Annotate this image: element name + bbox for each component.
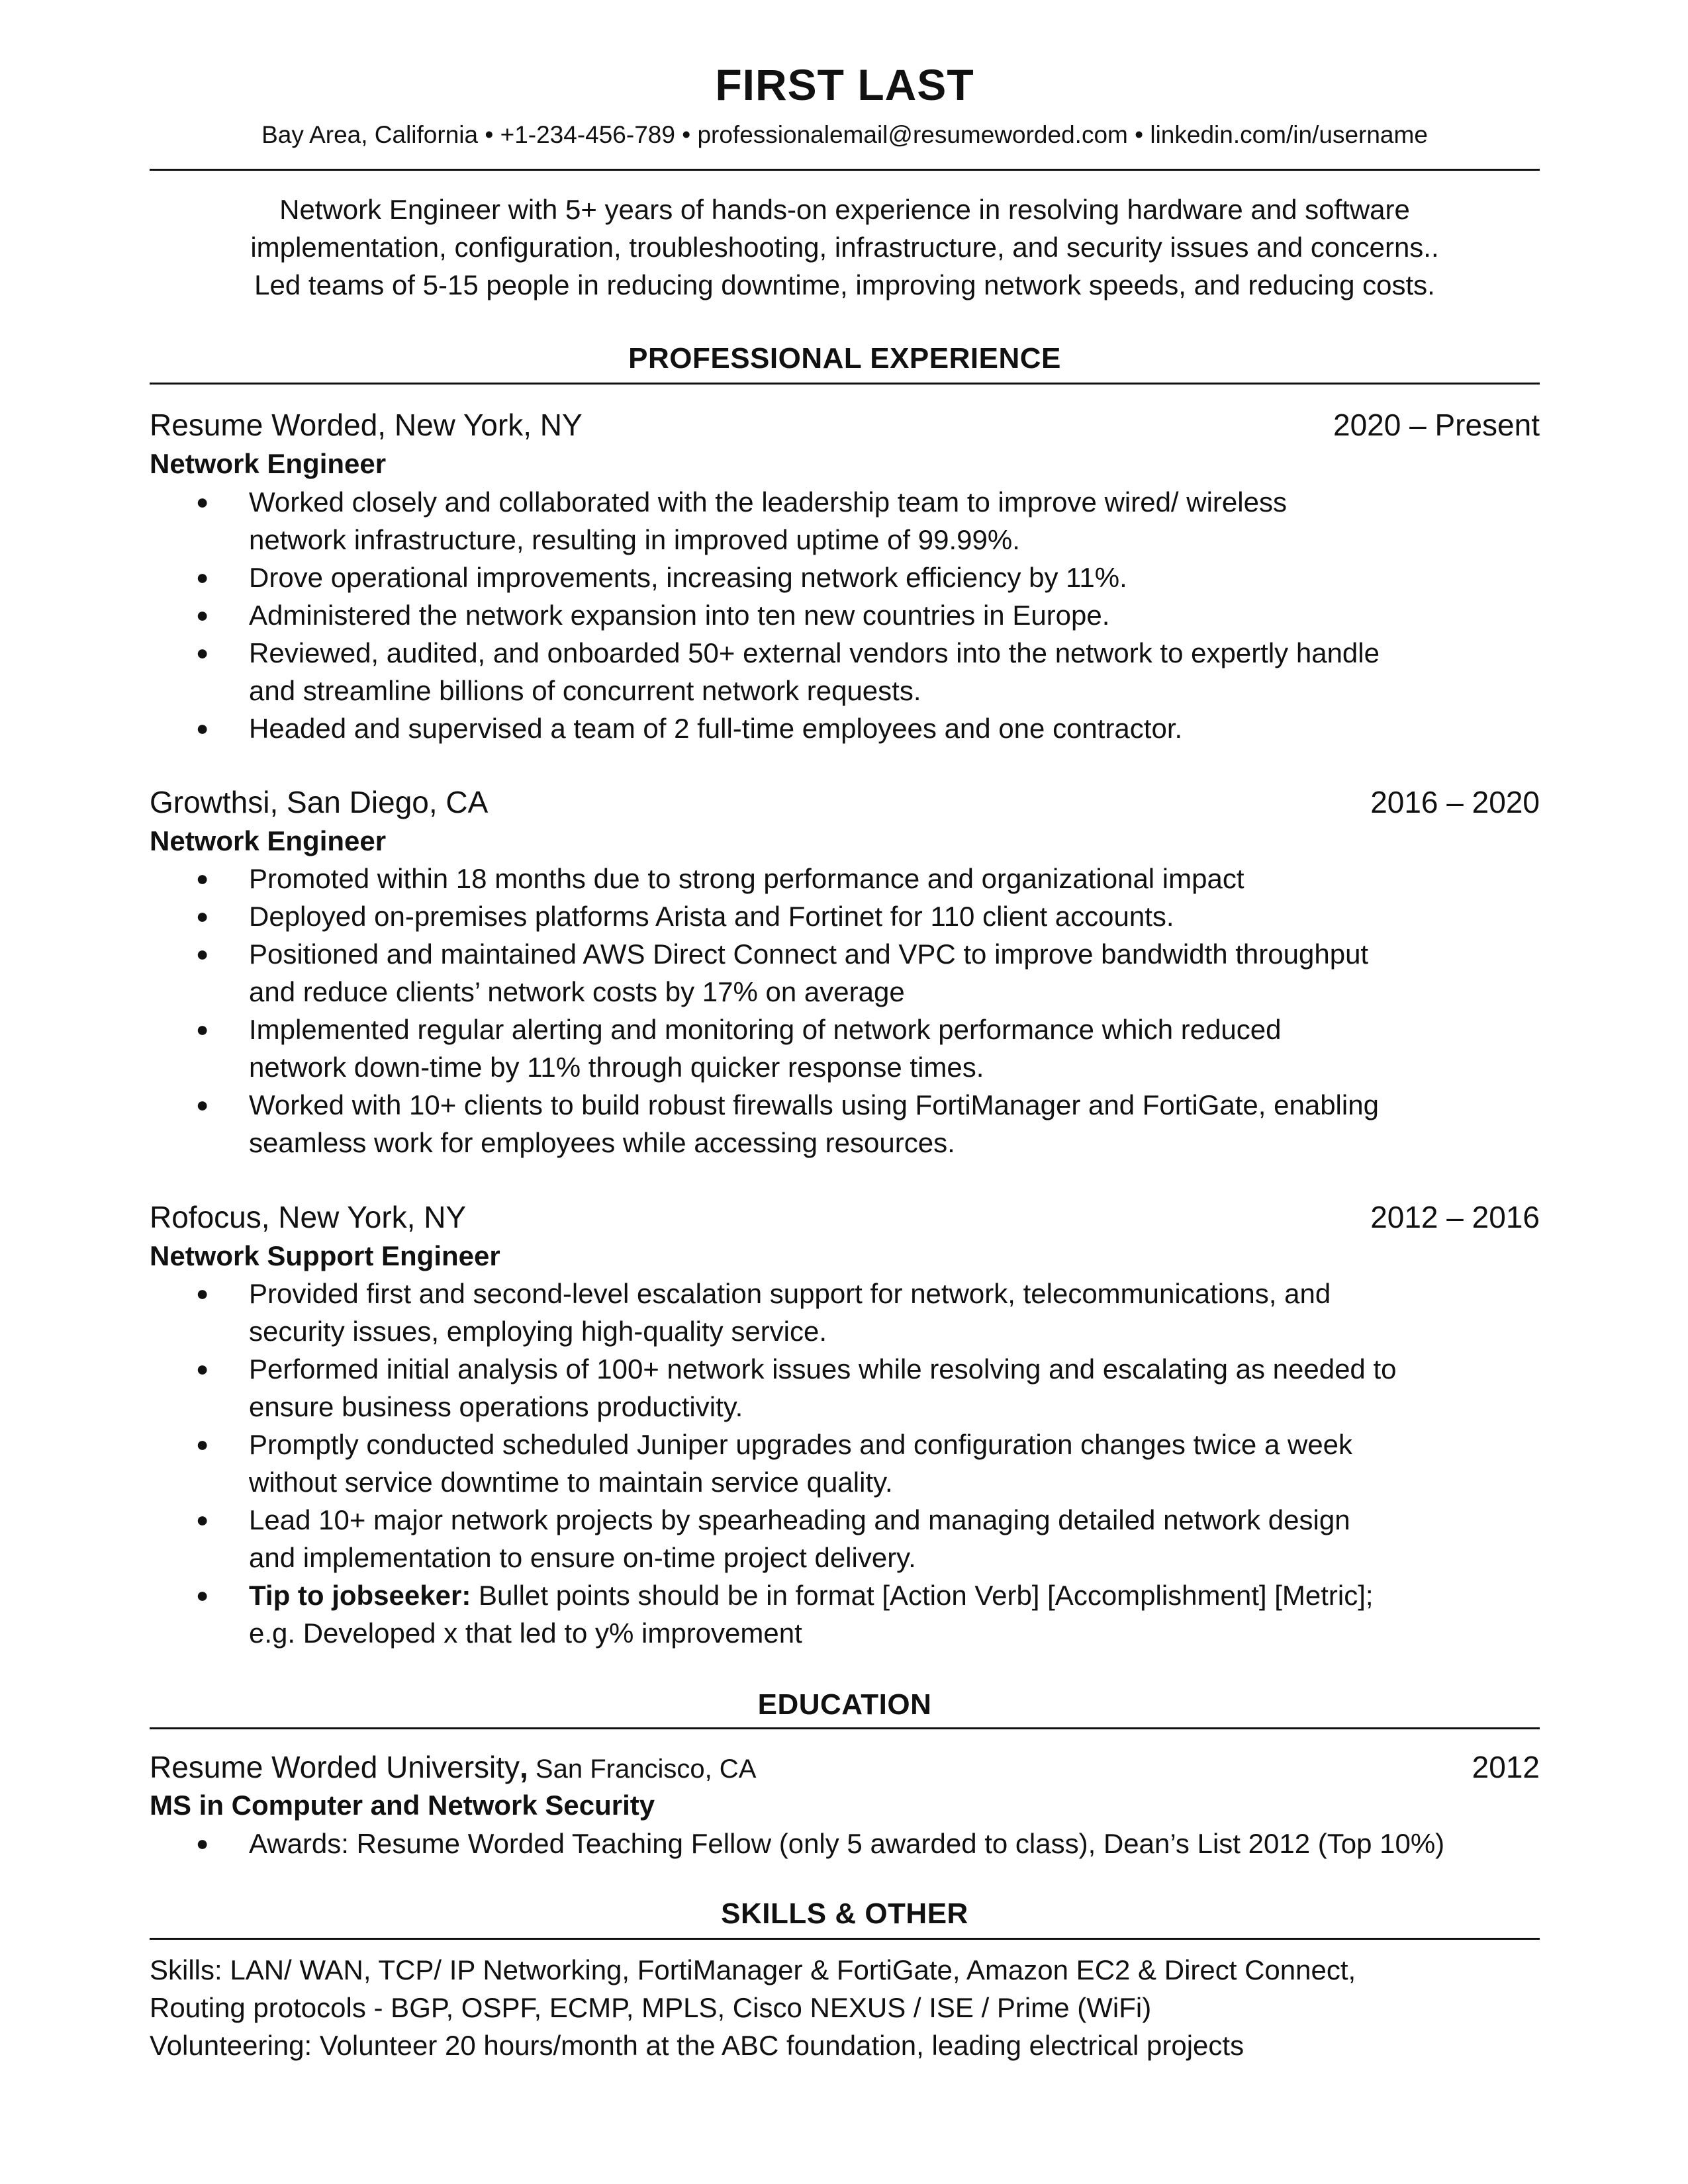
bullet-line: Headed and supervised a team of 2 full-time employees and one contractor. [249,713,1183,744]
bullet-item [150,709,1540,747]
bullet-line: security issues, employing high-quality service. [249,1316,827,1347]
section-divider [150,383,1540,385]
bullet-line: Worked closely and collaborated with the leadership team to improve wired/ wireless [249,486,1287,518]
education-bullets [150,1825,1540,1862]
bullet-icon: ● [196,716,209,740]
skills-block [150,1951,1540,2064]
job-role: Network Support Engineer [150,1240,500,1271]
bullet-line [249,1576,1540,1614]
job-header [150,782,1540,822]
bullet-line: Worked with 10+ clients to build robust firewalls using FortiManager and FortiGate, enabling [249,1089,1379,1120]
bullet-item [150,1501,1540,1576]
bullet-line: network infrastructure, resulting in improved uptime of 99.99%. [249,524,1020,555]
bullet-icon: ● [196,565,209,589]
bullet-line: Implemented regular alerting and monitoring of network performance which reduced [249,1014,1282,1045]
tip-text: Bullet points should be in format [Action Verb] [Accomplishment] [Metric]; [471,1580,1374,1611]
job-company: Growthsi, San Diego, CA [150,785,489,819]
section-title-education: EDUCATION [757,1688,932,1721]
bullet-line: seamless work for employees while accessing resources. [249,1127,955,1158]
header-divider [150,169,1540,171]
summary-line: Network Engineer with 5+ years of hands-on experience in resolving hardware and software [279,194,1410,225]
bullet-line: Performed initial analysis of 100+ network issues while resolving and escalating as needed to [249,1353,1397,1385]
bullet-icon: ● [196,603,209,627]
job-role: Network Engineer [150,448,387,479]
job-dates: 2020 – Present [1333,408,1540,442]
job-dates: 2012 – 2016 [1370,1200,1540,1234]
summary [150,191,1540,304]
bullet-item [150,559,1540,596]
bullet-line: Drove operational improvements, increasing network efficiency by 11%. [249,562,1127,593]
bullet-item [150,935,1540,1011]
contact-line: Bay Area, California • +1-234-456-789 • professionalemail@resumeworded.com • linkedin.com/in/username [261,121,1428,148]
job-company: Resume Worded, New York, NY [150,408,583,442]
bullet-icon: ● [196,942,209,966]
section-divider [150,1727,1540,1729]
bullet-item [150,634,1540,709]
bullet-icon: ● [196,904,209,928]
education-degree: MS in Computer and Network Security [150,1790,655,1821]
section-divider [150,1938,1540,1940]
bullet-line: Promoted within 18 months due to strong performance and organizational impact [249,863,1244,894]
bullet-line: Reviewed, audited, and onboarded 50+ external vendors into the network to expertly handle [249,637,1380,668]
bullet-line: Lead 10+ major network projects by spearheading and managing detailed network design [249,1504,1350,1535]
bullet-icon: ● [196,490,209,514]
candidate-name: FIRST LAST [715,60,974,109]
school-comma: , [520,1750,528,1784]
bullet-line: ensure business operations productivity. [249,1391,743,1422]
bullet-line: and streamline billions of concurrent network requests. [249,675,921,706]
bullet-item [150,1086,1540,1161]
tip-bullet-item [150,1576,1540,1652]
job-header [150,405,1540,445]
bullet-line: and implementation to ensure on-time project delivery. [249,1542,916,1573]
bullet-item [150,1275,1540,1350]
job-dates: 2016 – 2020 [1370,785,1540,819]
bullet-item [150,1825,1540,1862]
bullet-item [150,897,1540,935]
bullet-item [150,1350,1540,1426]
bullet-line: Provided first and second-level escalation support for network, telecommunications, and [249,1278,1331,1309]
bullet-item [150,1426,1540,1501]
summary-line: Led teams of 5-15 people in reducing downtime, improving network speeds, and reducing costs. [254,269,1435,300]
bullet-item [150,596,1540,634]
job-bullets [150,1275,1540,1652]
bullet-line: without service downtime to maintain service quality. [249,1467,893,1498]
job-bullets [150,483,1540,747]
volunteering-line: Volunteering: Volunteer 20 hours/month at the ABC foundation, leading electrical projects [150,2030,1244,2061]
bullet-icon: ● [196,641,209,664]
school-name: Resume Worded University [150,1750,520,1784]
bullet-item [150,1011,1540,1086]
bullet-line: Administered the network expansion into ten new countries in Europe. [249,600,1110,631]
section-title-experience: PROFESSIONAL EXPERIENCE [628,342,1061,375]
bullet-icon: ● [196,1093,209,1116]
job-company: Rofocus, New York, NY [150,1200,467,1234]
bullet-line: network down-time by 11% through quicker response times. [249,1052,984,1083]
bullet-line: and reduce clients’ network costs by 17% on average [249,976,905,1007]
bullet-line: Deployed on-premises platforms Arista and Fortinet for 110 client accounts. [249,901,1174,932]
bullet-icon: ● [196,866,209,890]
bullet-icon: ● [196,1583,209,1607]
bullet-icon: ● [196,1017,209,1041]
bullet-icon: ● [196,1831,209,1855]
school-location: San Francisco, CA [528,1754,757,1784]
bullet-line: Promptly conducted scheduled Juniper upgrades and configuration changes twice a week [249,1429,1353,1460]
job-role: Network Engineer [150,825,387,856]
bullet-icon: ● [196,1432,209,1456]
tip-label: Tip to jobseeker: [249,1580,471,1611]
skills-line: Skills: LAN/ WAN, TCP/ IP Networking, FortiManager & FortiGate, Amazon EC2 & Direct Connect, [150,1954,1356,1985]
skills-line: Routing protocols - BGP, OSPF, ECMP, MPLS, Cisco NEXUS / ISE / Prime (WiFi) [150,1992,1152,2023]
bullet-item [150,483,1540,559]
bullet-icon: ● [196,1357,209,1381]
bullet-line: e.g. Developed x that led to y% improvement [249,1617,802,1649]
bullet-icon: ● [196,1508,209,1531]
education-year: 2012 [1472,1750,1540,1784]
bullet-line: Positioned and maintained AWS Direct Connect and VPC to improve bandwidth throughput [249,938,1369,970]
bullet-item [150,860,1540,897]
job-bullets [150,860,1540,1161]
bullet-icon: ● [196,1281,209,1305]
education-header [150,1747,1540,1787]
summary-line: implementation, configuration, troubleshooting, infrastructure, and security issues and concerns.. [250,232,1439,263]
bullet-line: Awards: Resume Worded Teaching Fellow (only 5 awarded to class), Dean’s List 2012 (Top 10%) [249,1828,1445,1859]
education-school [150,1747,756,1789]
section-title-skills: SKILLS & OTHER [721,1897,968,1930]
job-header [150,1197,1540,1237]
